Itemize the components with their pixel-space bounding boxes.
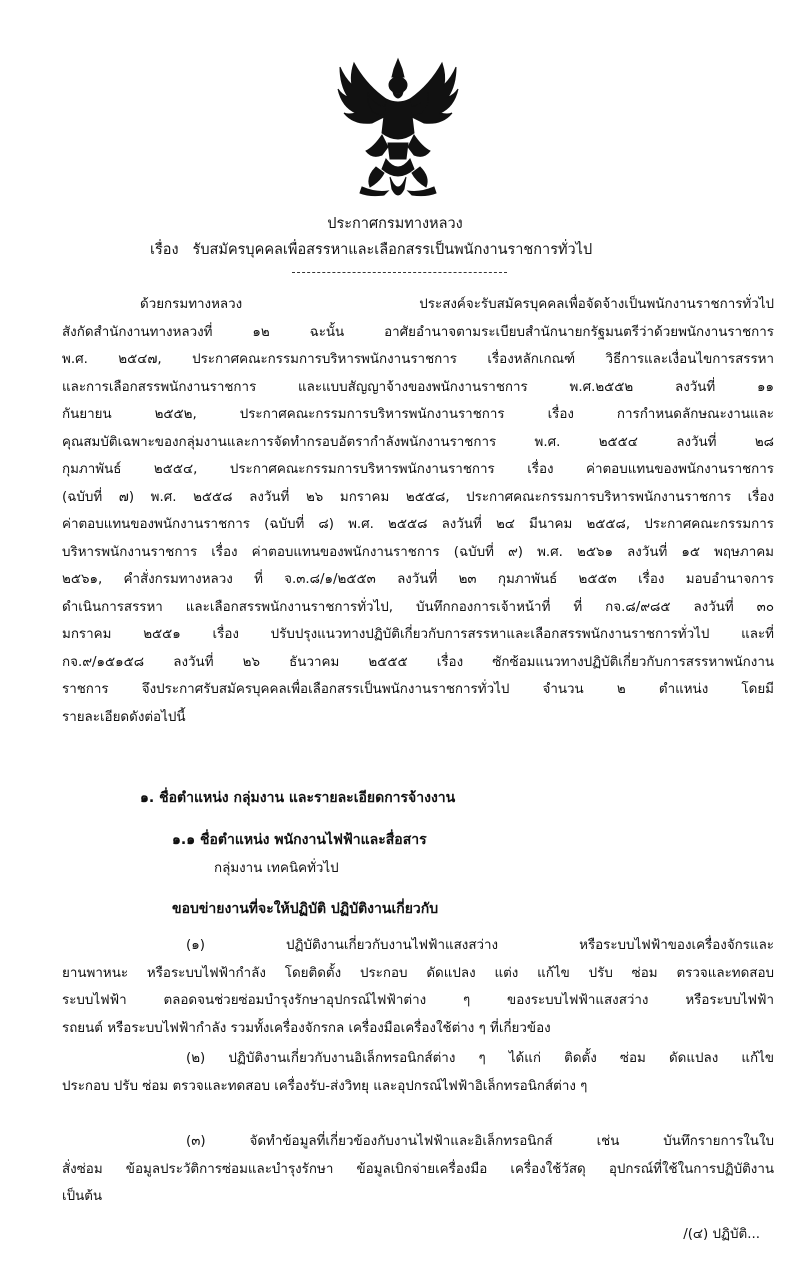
duty-item-2 xyxy=(62,1045,774,1100)
subject-label: เรื่อง xyxy=(150,242,179,258)
intro-line: และการเลือกสรรพนักงานราชการ และแบบสัญญาจ้างของพนักงานราชการ พ.ศ.๒๕๕๒ ลงวันที่ ๑๑ xyxy=(62,379,774,395)
announcement-subject xyxy=(150,238,592,261)
intro-line: บริหารพนักงานราชการ เรื่อง ค่าตอบแทนของพนักงานราชการ (ฉบับที่ ๙) พ.ศ. ๒๕๖๑ ลงวันที่ ๑๕ พฤษภาคม xyxy=(62,544,774,560)
duty-item-3 xyxy=(62,1128,774,1211)
intro-line: กจ.๙/๑๕๑๕๘ ลงวันที่ ๒๖ ธันวาคม ๒๕๕๕ เรื่อง ซักซ้อมแนวทางปฏิบัติเกี่ยวกับการสรรหาพนักงาน xyxy=(62,654,774,670)
duty-line: (๓) จัดทำข้อมูลที่เกี่ยวข้องกับงานไฟฟ้าและอิเล็กทรอนิกส์ เช่น บันทึกรายการในใบ xyxy=(186,1134,774,1149)
title-divider xyxy=(292,272,507,273)
garuda-emblem-icon xyxy=(336,55,460,205)
duty-line: (๒) ปฏิบัติงานเกี่ยวกับงานอิเล็กทรอนิกส์ต่าง ๆ ได้แก่ ติดตั้ง ซ่อม ดัดแปลง แก้ไข xyxy=(186,1051,774,1066)
continued-marker: /(๔) ปฏิบัติ... xyxy=(683,1227,760,1242)
section-1-heading: ๑. ชื่อตำแหน่ง กลุ่มงาน และรายละเอียดการจ้างงาน xyxy=(140,790,456,806)
intro-line: ราชการ จึงประกาศรับสมัครบุคคลเพื่อเลือกสรรเป็นพนักงานราชการทั่วไป จำนวน ๒ ตำแหน่ง โดยมี xyxy=(62,682,774,697)
intro-line: ค่าตอบแทนของพนักงานราชการ (ฉบับที่ ๘) พ.ศ. ๒๕๕๘ ลงวันที่ ๒๔ มีนาคม ๒๕๕๘, ประกาศคณะกรรมการ xyxy=(62,517,774,532)
intro-line: สังกัดสำนักงานทางหลวงที่ ๑๒ ฉะนั้น อาศัยอำนาจตามระเบียบสำนักนายกรัฐมนตรีว่าด้วยพนักงานราชการ xyxy=(62,324,774,340)
intro-line: กันยายน ๒๕๕๒, ประกาศคณะกรรมการบริหารพนักงานราชการ เรื่อง การกำหนดลักษณะงานและ xyxy=(62,407,774,422)
duty-line: เป็นต้น xyxy=(62,1189,103,1204)
announcement-title: ประกาศกรมทางหลวง xyxy=(327,216,463,232)
intro-line: รายละเอียดดังต่อไปนี้ xyxy=(62,709,186,725)
intro-line: มกราคม ๒๕๕๑ เรื่อง ปรับปรุงแนวทางปฏิบัติเกี่ยวกับการสรรหาและเลือกสรรพนักงานราชการทั่วไป และที่ xyxy=(62,627,774,642)
intro-line: ด้วยกรมทางหลวง ประสงค์จะรับสมัครบุคคลเพื่อจัดจ้างเป็นพนักงานราชการทั่วไป xyxy=(140,297,774,312)
duty-line: (๑) ปฏิบัติงานเกี่ยวกับงานไฟฟ้าแสงสว่าง หรือระบบไฟฟ้าของเครื่องจักรและ xyxy=(186,938,774,953)
intro-line: กุมภาพันธ์ ๒๕๕๔, ประกาศคณะกรรมการบริหารพนักงานราชการ เรื่อง ค่าตอบแทนของพนักงานราชการ xyxy=(62,462,774,477)
duty-line: ประกอบ ปรับ ซ่อม ตรวจและทดสอบ เครื่องรับ-ส่งวิทยุ และอุปกรณ์ไฟฟ้าอิเล็กทรอนิกส์ต่าง ๆ xyxy=(62,1078,588,1094)
duty-line: ยานพาหนะ หรือระบบไฟฟ้ากำลัง โดยติดตั้ง ประกอบ ดัดแปลง แต่ง แก้ไข ปรับ ซ่อม ตรวจและทดสอบ xyxy=(62,965,774,981)
section-1-1-heading: ๑.๑ ชื่อตำแหน่ง พนักงานไฟฟ้าและสื่อสาร xyxy=(172,832,427,848)
intro-line: ดำเนินการสรรหา และเลือกสรรพนักงานราชการทั่วไป, บันทึกกองการเจ้าหน้าที่ ที่ กจ.๘/๙๘๕ ลงวันที่ ๓๐ xyxy=(62,599,774,615)
duty-item-1 xyxy=(62,932,774,1042)
duty-line: ระบบไฟฟ้า ตลอดจนช่วยซ่อมบำรุงรักษาอุปกรณ์ไฟฟ้าต่าง ๆ ของระบบไฟฟ้าแสงสว่าง หรือระบบไฟฟ้า xyxy=(62,993,774,1008)
subject-text: รับสมัครบุคคลเพื่อสรรหาและเลือกสรรเป็นพนักงานราชการทั่วไป xyxy=(192,242,593,258)
intro-line: พ.ศ. ๒๕๔๗, ประกาศคณะกรรมการบริหารพนักงานราชการ เรื่องหลักเกณฑ์ วิธีการและเงื่อนไขการสรรหา xyxy=(62,352,774,367)
scope-heading: ขอบข่ายงานที่จะให้ปฏิบัติ ปฏิบัติงานเกี่ยวกับ xyxy=(172,901,439,917)
duty-line: สั่งซ่อม ข้อมูลประวัติการซ่อมและบำรุงรักษา ข้อมูลเบิกจ่ายเครื่องมือ เครื่องใช้วัสดุ อุปกรณ์ที่ใช้ในการปฏิบัติงาน xyxy=(62,1161,774,1177)
intro-line: ๒๕๖๑, คำสั่งกรมทางหลวง ที่ จ.๓.๘/๑/๒๕๕๓ ลงวันที่ ๒๓ กุมภาพันธ์ ๒๕๕๓ เรื่อง มอบอำนาจการ xyxy=(62,572,774,587)
intro-paragraph xyxy=(62,291,774,731)
intro-line: คุณสมบัติเฉพาะของกลุ่มงานและการจัดทำกรอบอัตรากำลังพนักงานราชการ พ.ศ. ๒๕๕๔ ลงวันที่ ๒๘ xyxy=(62,434,774,450)
intro-line: (ฉบับที่ ๗) พ.ศ. ๒๕๕๘ ลงวันที่ ๒๖ มกราคม ๒๕๕๘, ประกาศคณะกรรมการบริหารพนักงานราชการ เรื่อง xyxy=(62,489,774,505)
job-group: กลุ่มงาน เทคนิคทั่วไป xyxy=(214,861,339,876)
duty-line: รถยนต์ หรือระบบไฟฟ้ากำลัง รวมทั้งเครื่องจักรกล เครื่องมือเครื่องใช้ต่าง ๆ ที่เกี่ยวข้อง xyxy=(62,1020,551,1036)
